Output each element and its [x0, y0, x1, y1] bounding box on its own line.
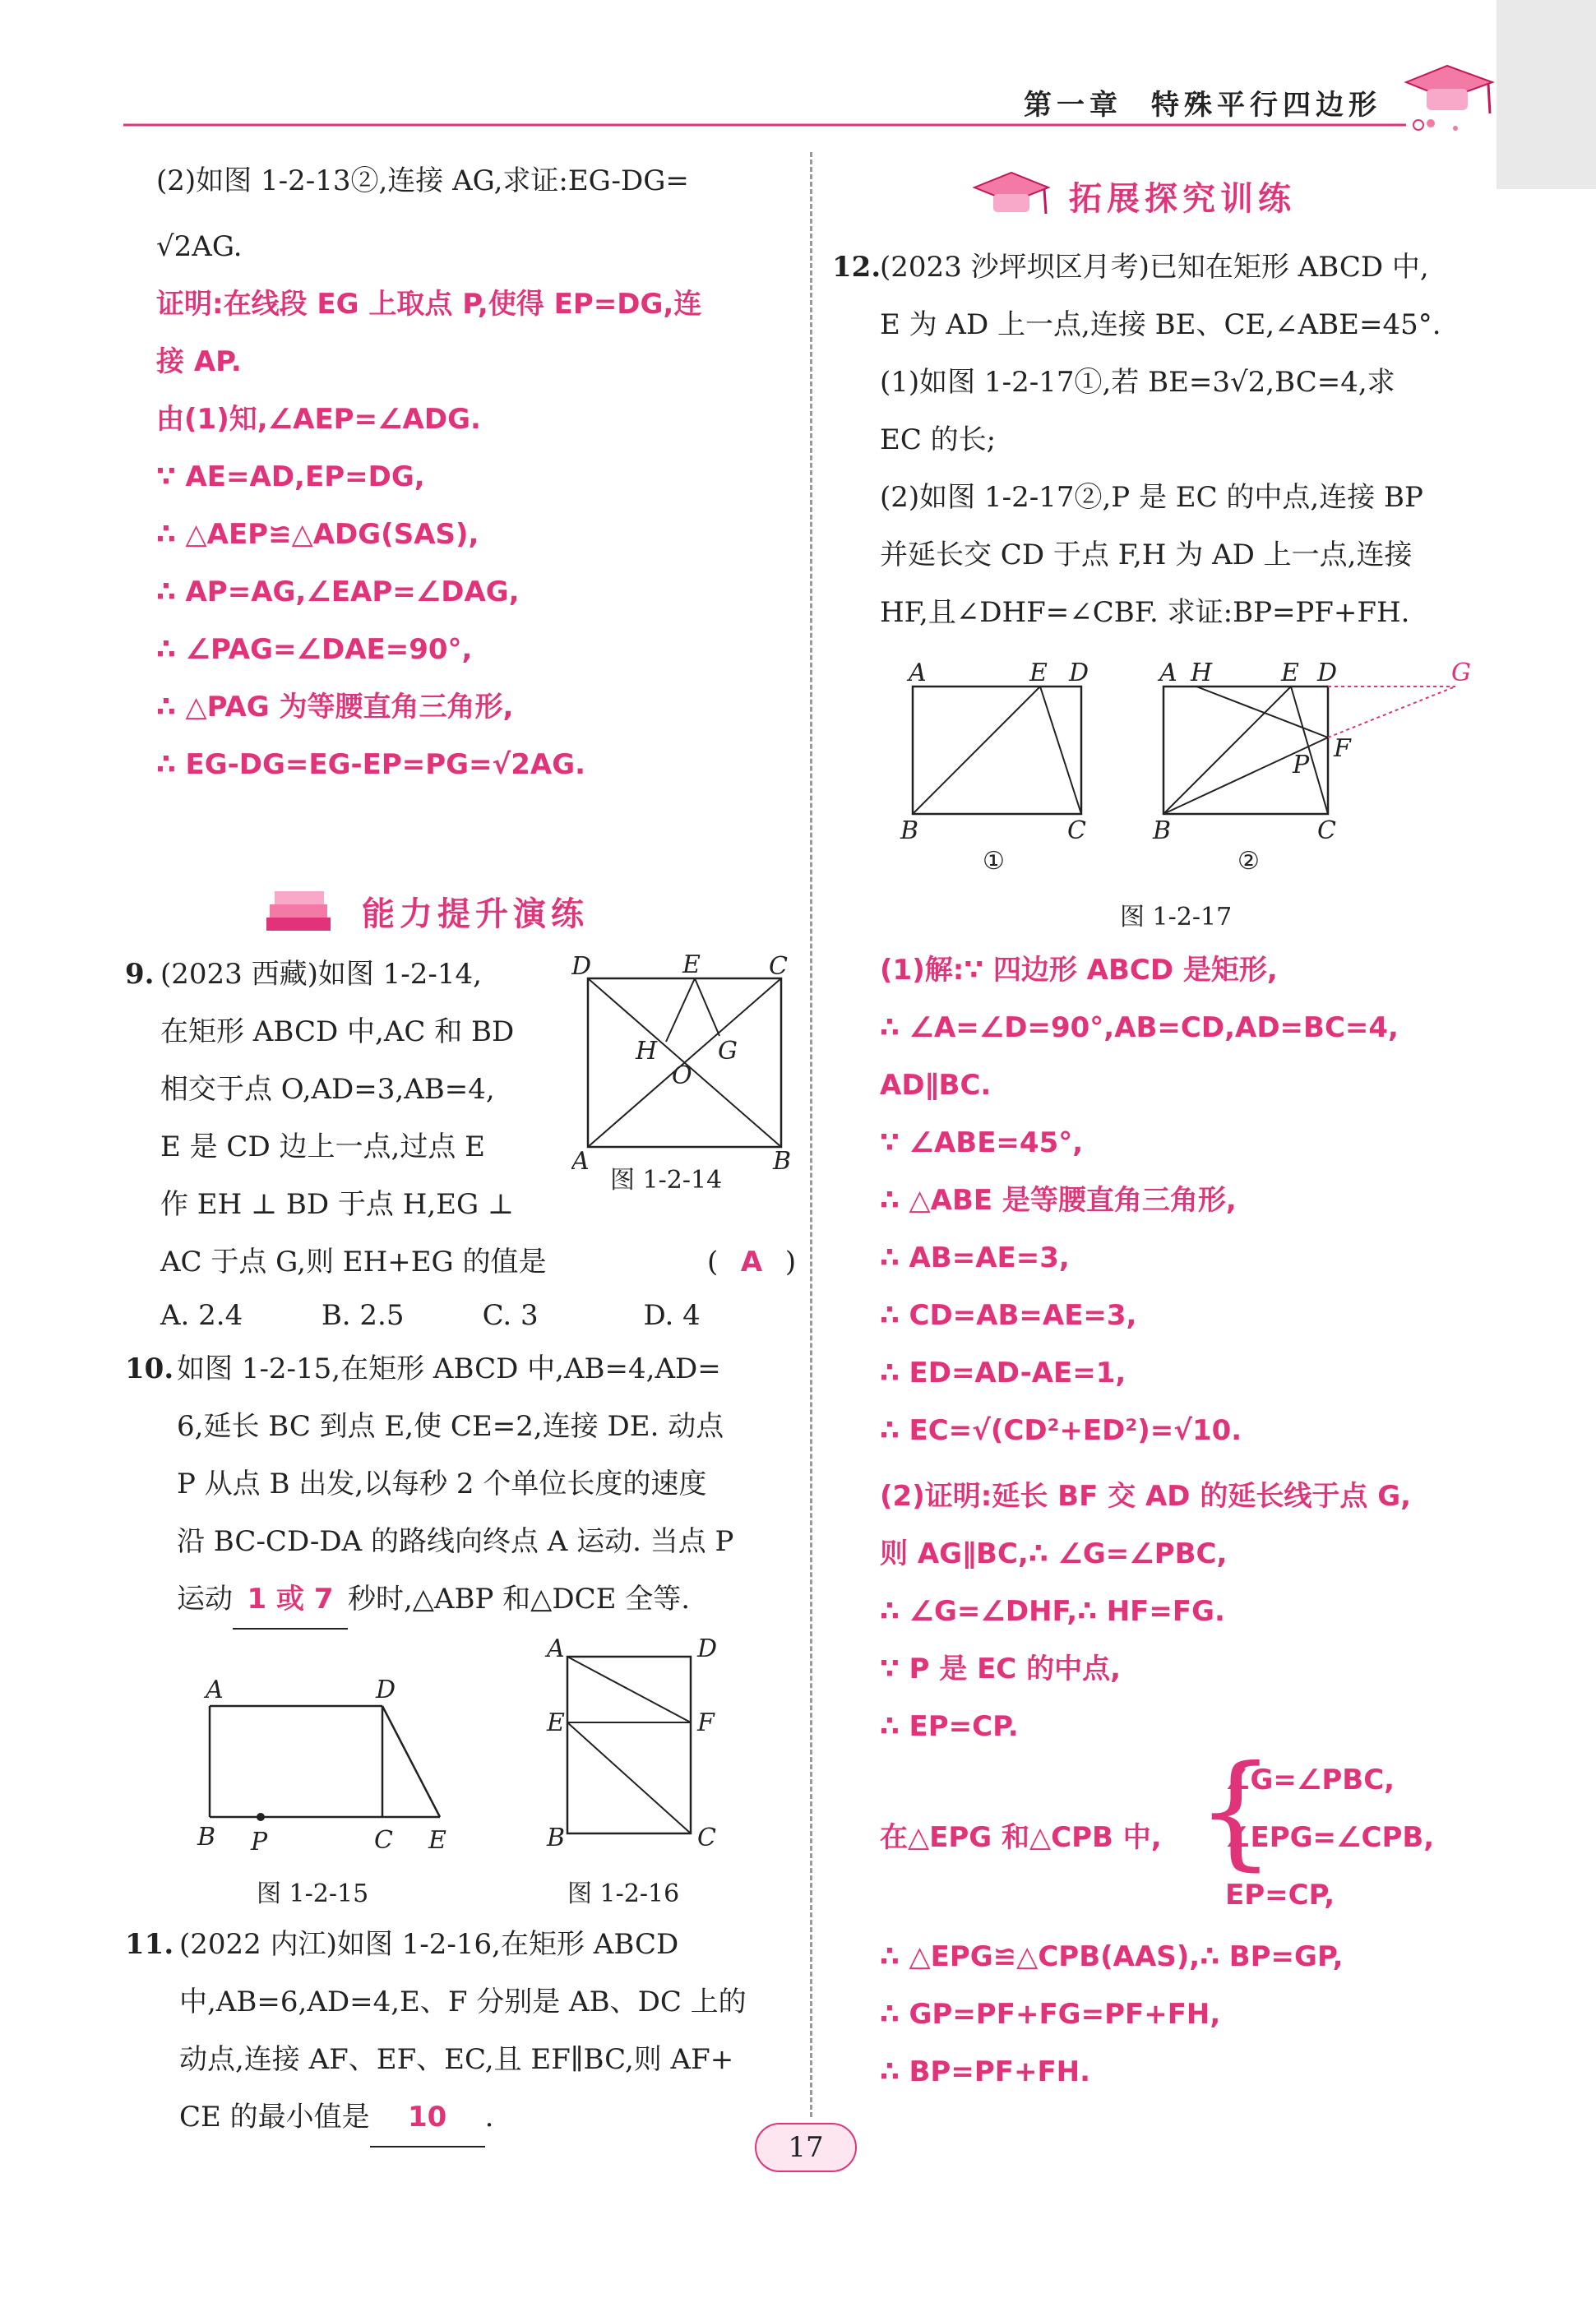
q11-line: 中,AB=6,AD=4,E、F 分别是 AB、DC 上的 [179, 1986, 747, 2018]
system-line: ∠EPG=∠CPB, [1225, 1821, 1435, 1854]
q11-prefix: CE 的最小值是 [179, 2101, 370, 2134]
q9-line: 作 EH ⊥ BD 于点 H,EG ⊥ [160, 1188, 514, 1221]
solution-line: ∵ P 是 EC 的中点, [880, 1653, 1122, 1685]
q10-line: P 从点 B 出发,以每秒 2 个单位长度的速度 [177, 1468, 707, 1500]
q12-line: (2)如图 1-2-17②,P 是 EC 的中点,连接 BP [880, 481, 1423, 514]
label-a: A [547, 1636, 565, 1663]
q9-line: 在矩形 ABCD 中,AC 和 BD [160, 1015, 515, 1048]
solution-line: ∴ ED=AD-AE=1, [880, 1357, 1126, 1389]
solution-line: ∴ GP=PF+FG=PF+FH, [880, 1998, 1221, 2031]
q12-line: 并延长交 CD 于点 F,H 为 AD 上一点,连接 [880, 539, 1413, 571]
label-h: H [1191, 659, 1213, 687]
figure-1-2-15 [193, 1669, 465, 1866]
label-f: F [1334, 734, 1351, 763]
books-icon [263, 880, 337, 937]
figure-caption-15: 图 1-2-15 [257, 1879, 369, 1908]
solution-line: ∴ BP=PF+FH. [880, 2055, 1091, 2088]
label-o: O [672, 1061, 692, 1090]
solution-line: ∴ △ABE 是等腰直角三角形, [880, 1184, 1237, 1217]
q8-proof [156, 275, 701, 793]
label-a: A [571, 1147, 590, 1176]
q9-line: 相交于点 O,AD=3,AB=4, [160, 1073, 495, 1106]
torn-paper-corner [1497, 0, 1596, 189]
label-a: A [1159, 659, 1177, 687]
q10-number: 10. [125, 1352, 174, 1385]
graduation-cap-icon [970, 164, 1052, 222]
proof-line: 接 AP. [156, 345, 242, 378]
q11-line: 动点,连接 AF、EF、EC,且 EF∥BC,则 AF+ [179, 2043, 734, 2076]
label-b: B [197, 1823, 216, 1852]
label-c: C [374, 1826, 393, 1855]
q11-line-last [179, 2088, 747, 2147]
solution-line: ∵ ∠ABE=45°, [880, 1126, 1084, 1159]
q10-line: 沿 BC-CD-DA 的路线向终点 A 运动. 当点 P [177, 1525, 734, 1558]
q12-number: 12. [832, 251, 881, 284]
label-f: F [697, 1708, 715, 1737]
extension-fg [1328, 687, 1455, 737]
q12-text [880, 238, 1441, 641]
label-e: E [1029, 659, 1048, 687]
label-c: C [697, 1824, 716, 1852]
label-e: E [547, 1708, 565, 1737]
label-g: G [1451, 659, 1471, 687]
chapter-label: 第一章 [1024, 89, 1122, 122]
label-c: C [1067, 816, 1086, 845]
segment-be [913, 687, 1040, 814]
segment-hf [1196, 687, 1328, 737]
label-e: E [428, 1826, 446, 1855]
system-line: EP=CP, [1225, 1879, 1335, 1912]
q12-line: (2023 沙坪坝区月考)已知在矩形 ABCD 中, [880, 251, 1429, 284]
solution-line: ∴ ∠A=∠D=90°,AB=CD,AD=BC=4, [880, 1011, 1399, 1044]
proof-line: ∵ AE=AD,EP=DG, [156, 460, 425, 493]
q12-line: HF,且∠DHF=∠CBF. 求证:BP=PF+FH. [880, 596, 1410, 629]
bracket-close: ) [784, 1246, 797, 1278]
left-brace: { [1196, 1740, 1275, 1883]
q10-prefix: 运动 [177, 1583, 233, 1616]
label-g: G [718, 1037, 738, 1066]
q10-answer: 1 或 7 [233, 1570, 348, 1630]
figure-caption-16: 图 1-2-16 [567, 1879, 680, 1908]
q12-line: (1)如图 1-2-17①,若 BE=3√2,BC=4,求 [880, 366, 1395, 399]
q12-solution-part1 [880, 941, 1399, 1459]
proof-line: ∴ AP=AG,∠EAP=∠DAG, [156, 576, 520, 608]
label-b: B [547, 1824, 566, 1852]
proof-line: 证明:在线段 EG 上取点 P,使得 EP=DG,连 [156, 288, 702, 321]
page-number-badge [755, 2123, 857, 2172]
figure-1-2-16 [543, 1636, 732, 1858]
option-d: D. 4 [643, 1299, 701, 1332]
segment-eg [695, 978, 719, 1036]
label-d: D [376, 1676, 396, 1704]
solution-line: 则 AG∥BC,∴ ∠G=∠PBC, [880, 1537, 1228, 1570]
q9-line: AC 于点 G,则 EH+EG 的值是 [160, 1246, 547, 1278]
system-line: ∠G=∠PBC, [1225, 1764, 1395, 1796]
label-b: B [900, 816, 919, 845]
option-c: C. 3 [482, 1299, 539, 1332]
segment-be [1163, 687, 1291, 814]
label-d: D [571, 954, 592, 981]
q12-line: EC 的长; [880, 423, 997, 456]
q11-number: 11. [125, 1928, 174, 1961]
solution-line: ∴ EC=√(CD²+ED²)=√10. [880, 1414, 1242, 1447]
q10-suffix: 秒时,△ABP 和△DCE 全等. [348, 1583, 691, 1616]
q9-line: (2023 西藏)如图 1-2-14, [160, 958, 482, 991]
label-a: A [909, 659, 927, 687]
proof-line: ∴ EG-DG=EG-EP=PG=√2AG. [156, 748, 586, 781]
figure-caption-17: 图 1-2-17 [1120, 903, 1233, 932]
solution-line: (1)解:∵ 四边形 ABCD 是矩形, [880, 954, 1278, 987]
q9-number: 9. [125, 958, 155, 991]
q9-options [160, 1287, 701, 1344]
proof-line: ∴ △PAG 为等腰直角三角形, [156, 691, 514, 724]
segment-af [567, 1657, 691, 1722]
q11-text [179, 1916, 747, 2147]
segment-eh [666, 978, 695, 1042]
solution-line: AD∥BC. [880, 1069, 992, 1102]
header-line [123, 115, 1439, 140]
section-title: 拓展探究训练 [1069, 180, 1296, 218]
graduation-cap-icon [1398, 49, 1505, 140]
system-conditions [1225, 1751, 1434, 1924]
label-a: A [206, 1676, 224, 1704]
label-b: B [1153, 816, 1172, 845]
figure-caption-14: 图 1-2-14 [610, 1166, 723, 1195]
section-title: 能力提升演练 [362, 895, 589, 933]
q10-text [177, 1340, 733, 1630]
label-d: D [697, 1636, 718, 1663]
proof-line: ∴ ∠PAG=∠DAE=90°, [156, 633, 473, 666]
point-p [257, 1813, 265, 1821]
figure-label-1: ① [983, 847, 1005, 876]
q10-line-last [177, 1570, 733, 1630]
solution-line: ∴ △EPG≌△CPB(AAS),∴ BP=GP, [880, 1940, 1344, 1973]
page-header [0, 0, 1596, 140]
figure-1-2-17-2 [1143, 654, 1488, 876]
q9-text [160, 945, 547, 1291]
proof-line: 由(1)知,∠AEP=∠ADG. [156, 403, 481, 436]
label-e: E [1281, 659, 1299, 687]
solution-line: ∴ ∠G=∠DHF,∴ HF=FG. [880, 1595, 1225, 1628]
q9-answer-bracket [707, 1233, 796, 1291]
q9-answer: A [740, 1246, 763, 1278]
q9-line: E 是 CD 边上一点,过点 E [160, 1130, 485, 1163]
segment-ec [567, 1722, 691, 1833]
solution-line: ∴ AB=AE=3, [880, 1241, 1070, 1274]
proof-line: ∴ △AEP≌△ADG(SAS), [156, 518, 479, 551]
chapter-title: 特殊平行四边形 [1151, 89, 1381, 122]
label-d: D [1069, 659, 1089, 687]
label-h: H [636, 1037, 658, 1066]
label-c: C [1317, 816, 1336, 845]
option-a: A. 2.4 [160, 1299, 243, 1332]
segment-ce [1040, 687, 1081, 814]
option-b: B. 2.5 [321, 1299, 405, 1332]
bracket-open: ( [707, 1246, 719, 1278]
system-prefix: 在△EPG 和△CPB 中, [880, 1821, 1162, 1854]
q10-line: 如图 1-2-15,在矩形 ABCD 中,AB=4,AD= [177, 1352, 721, 1385]
solution-line: ∴ CD=AB=AE=3, [880, 1299, 1137, 1332]
label-p: P [1293, 751, 1310, 779]
q11-answer: 10 [370, 2088, 485, 2147]
q8-part2-line2: √2AG. [156, 230, 243, 263]
q12-solution-part3 [880, 1928, 1344, 2101]
q12-line: E 为 AD 上一点,连接 BE、CE,∠ABE=45°. [880, 308, 1441, 341]
label-e: E [682, 954, 701, 979]
q12-solution-part2 [880, 1468, 1411, 1755]
label-d: D [1317, 659, 1338, 687]
figure-1-2-17-1 [888, 654, 1110, 876]
q11-line: (2022 内江)如图 1-2-16,在矩形 ABCD [179, 1928, 679, 1961]
q11-suffix: . [484, 2101, 494, 2134]
label-p: P [251, 1828, 268, 1856]
label-c: C [769, 954, 788, 981]
q8-part2-line1: (2)如图 1-2-13②,连接 AG,求证:EG-DG= [156, 164, 689, 197]
label-b: B [773, 1147, 792, 1176]
figure-label-2: ② [1237, 847, 1260, 876]
solution-line: (2)证明:延长 BF 交 AD 的延长线于点 G, [880, 1480, 1412, 1513]
solution-line: ∴ EP=CP. [880, 1710, 1019, 1743]
page-number: 17 [788, 2131, 824, 2164]
column-divider [810, 152, 812, 2117]
q10-line: 6,延长 BC 到点 E,使 CE=2,连接 DE. 动点 [177, 1410, 724, 1443]
